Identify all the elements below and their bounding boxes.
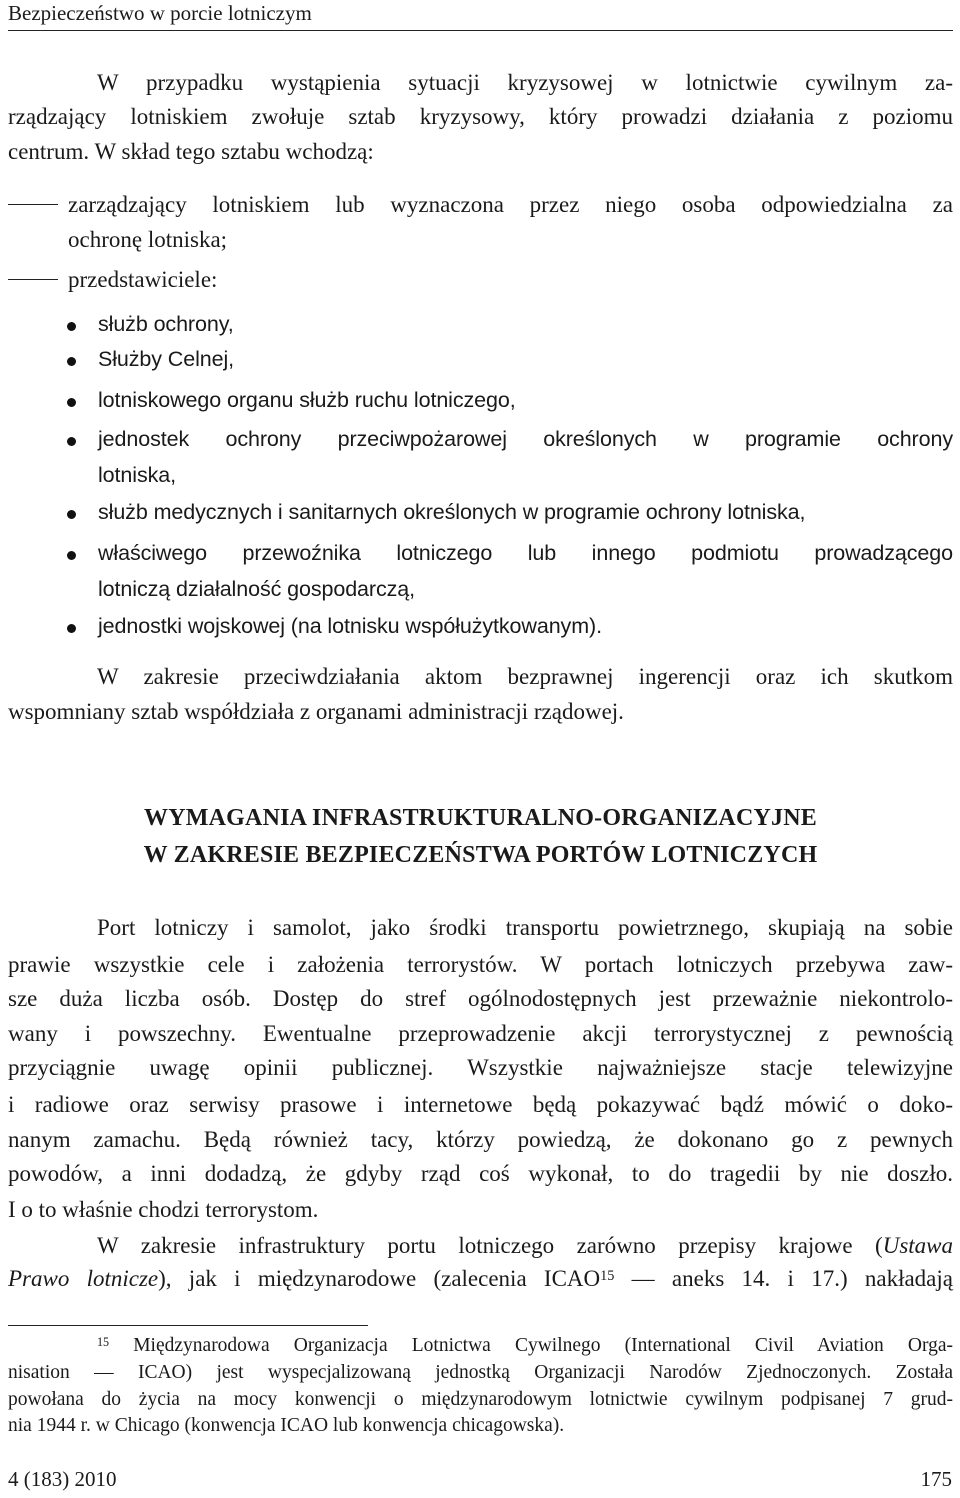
bullet-item-text: służb medycznych i sanitarnych określonych w programie ochrony lotniska, — [98, 500, 806, 524]
header-rule — [8, 30, 953, 31]
text-line: przyciągnie uwagę opinii publicznej. Wszystkie najważniejsze stacje telewizyjne — [8, 1055, 953, 1080]
dash-item-text: ochronę lotniska; — [68, 227, 228, 252]
issue-number: 4 (183) 2010 — [8, 1467, 117, 1491]
text-line: wspomniany sztab współdziała z organami administracji rządowej. — [8, 699, 624, 724]
text-line: centrum. W skład tego sztabu wchodzą: — [8, 139, 374, 164]
text-line: nanym zamachu. Będą również tacy, którzy powiedzą, że dokonano go z pewnych — [8, 1127, 953, 1152]
text-line: i radiowe oraz serwisy prasowe i internetowe będą pokazywać bądź mówić o doko- — [8, 1092, 953, 1117]
text-line: rządzający lotniskiem zwołuje sztab kryzysowy, który prowadzi działania z poziomu — [8, 104, 953, 129]
text-line: I o to właśnie chodzi terrorystom. — [8, 1197, 319, 1222]
bullet-icon — [67, 624, 76, 633]
bullet-icon — [67, 398, 76, 407]
bullet-item-text: służb ochrony, — [98, 312, 234, 336]
footnote-line: nisation — ICAO) jest wyspecjalizowaną jednostką Organizacji Narodów Zjednoczonych. Została — [8, 1362, 953, 1383]
footnote-line: powołana do życia na mocy konwencji o międzynarodowym lotnictwie cywilnym podpisanej 7 grud- — [8, 1389, 953, 1410]
bullet-item-text: jednostki wojskowej (na lotnisku współużytkowanym). — [98, 614, 602, 638]
dash-marker — [8, 279, 58, 280]
bullet-icon — [67, 322, 76, 331]
footnote-line: nia 1944 r. w Chicago (konwencja ICAO lub konwencja chicagowska). — [8, 1415, 565, 1436]
bullet-item-text: Służby Celnej, — [98, 347, 235, 371]
dash-item-text: przedstawiciele: — [68, 267, 218, 292]
footnote-number: 15 — [97, 1334, 110, 1349]
footnote-line — [97, 1334, 953, 1358]
running-head: Bezpieczeństwo w porcie lotniczym — [8, 1, 312, 25]
bullet-icon — [67, 357, 76, 366]
dash-item-text: zarządzający lotniskiem lub wyznaczona przez niego osoba odpowiedzialna za — [68, 192, 953, 217]
dash-marker — [8, 204, 58, 205]
text-line: W przypadku wystąpienia sytuacji kryzysowej w lotnictwie cywilnym za- — [97, 70, 953, 95]
bullet-item-text: lotniskowego organu służb ruchu lotniczego, — [98, 388, 516, 412]
text-line: W zakresie przeciwdziałania aktom bezprawnej ingerencji oraz ich skutkom — [97, 664, 953, 689]
text-line: Port lotniczy i samolot, jako środki transportu powietrznego, skupiają na sobie — [97, 915, 953, 940]
text-span: — aneks 14. i 17.) nakładają — [614, 1266, 953, 1291]
bullet-item-text: właściwego przewoźnika lotniczego lub innego podmiotu prowadzącego — [98, 541, 953, 565]
section-heading-line: WYMAGANIA INFRASTRUKTURALNO-ORGANIZACYJNE — [144, 805, 817, 831]
text-span: ), jak i międzynarodowe (zalecenia ICAO — [158, 1266, 601, 1291]
bullet-item-text: lotniska, — [98, 463, 176, 487]
bullet-item-text: lotniczą działalność gospodarczą, — [98, 577, 415, 601]
text-line — [97, 1231, 953, 1261]
bullet-icon — [67, 551, 76, 560]
footnote-rule — [8, 1325, 368, 1326]
text-span: W zakresie infrastruktury portu lotniczego zarówno przepisy krajowe ( — [97, 1233, 883, 1258]
section-heading-line: W ZAKRESIE BEZPIECZEŃSTWA PORTÓW LOTNICZYCH — [143, 842, 818, 868]
text-line: wany i powszechny. Ewentualne przeprowadzenie akcji terrorystycznej z pewnością — [8, 1021, 953, 1046]
text-line — [8, 1264, 953, 1294]
bullet-icon — [67, 510, 76, 519]
page-number: 175 — [920, 1467, 952, 1491]
bullet-item-text: jednostek ochrony przeciwpożarowej określonych w programie ochrony — [98, 427, 953, 451]
italic-text: Prawo lotnicze — [8, 1266, 159, 1291]
footnote-text: Międzynarodowa Organizacja Lotnictwa Cywilnego (International Civil Aviation Orga- — [133, 1335, 954, 1356]
bullet-icon — [67, 437, 76, 446]
footnote-reference[interactable]: 15 — [600, 1267, 615, 1284]
text-line: sze duża liczba osób. Dostęp do stref ogólnodostępnych jest przeważnie niekontrolo- — [8, 986, 953, 1011]
italic-text: Ustawa — [882, 1233, 953, 1258]
text-line: prawie wszystkie cele i założenia terrorystów. W portach lotniczych przebywa zaw- — [8, 952, 953, 977]
text-line: powodów, a inni dodadzą, że gdyby rząd coś wykonał, to do tragedii by nie doszło. — [8, 1161, 953, 1186]
